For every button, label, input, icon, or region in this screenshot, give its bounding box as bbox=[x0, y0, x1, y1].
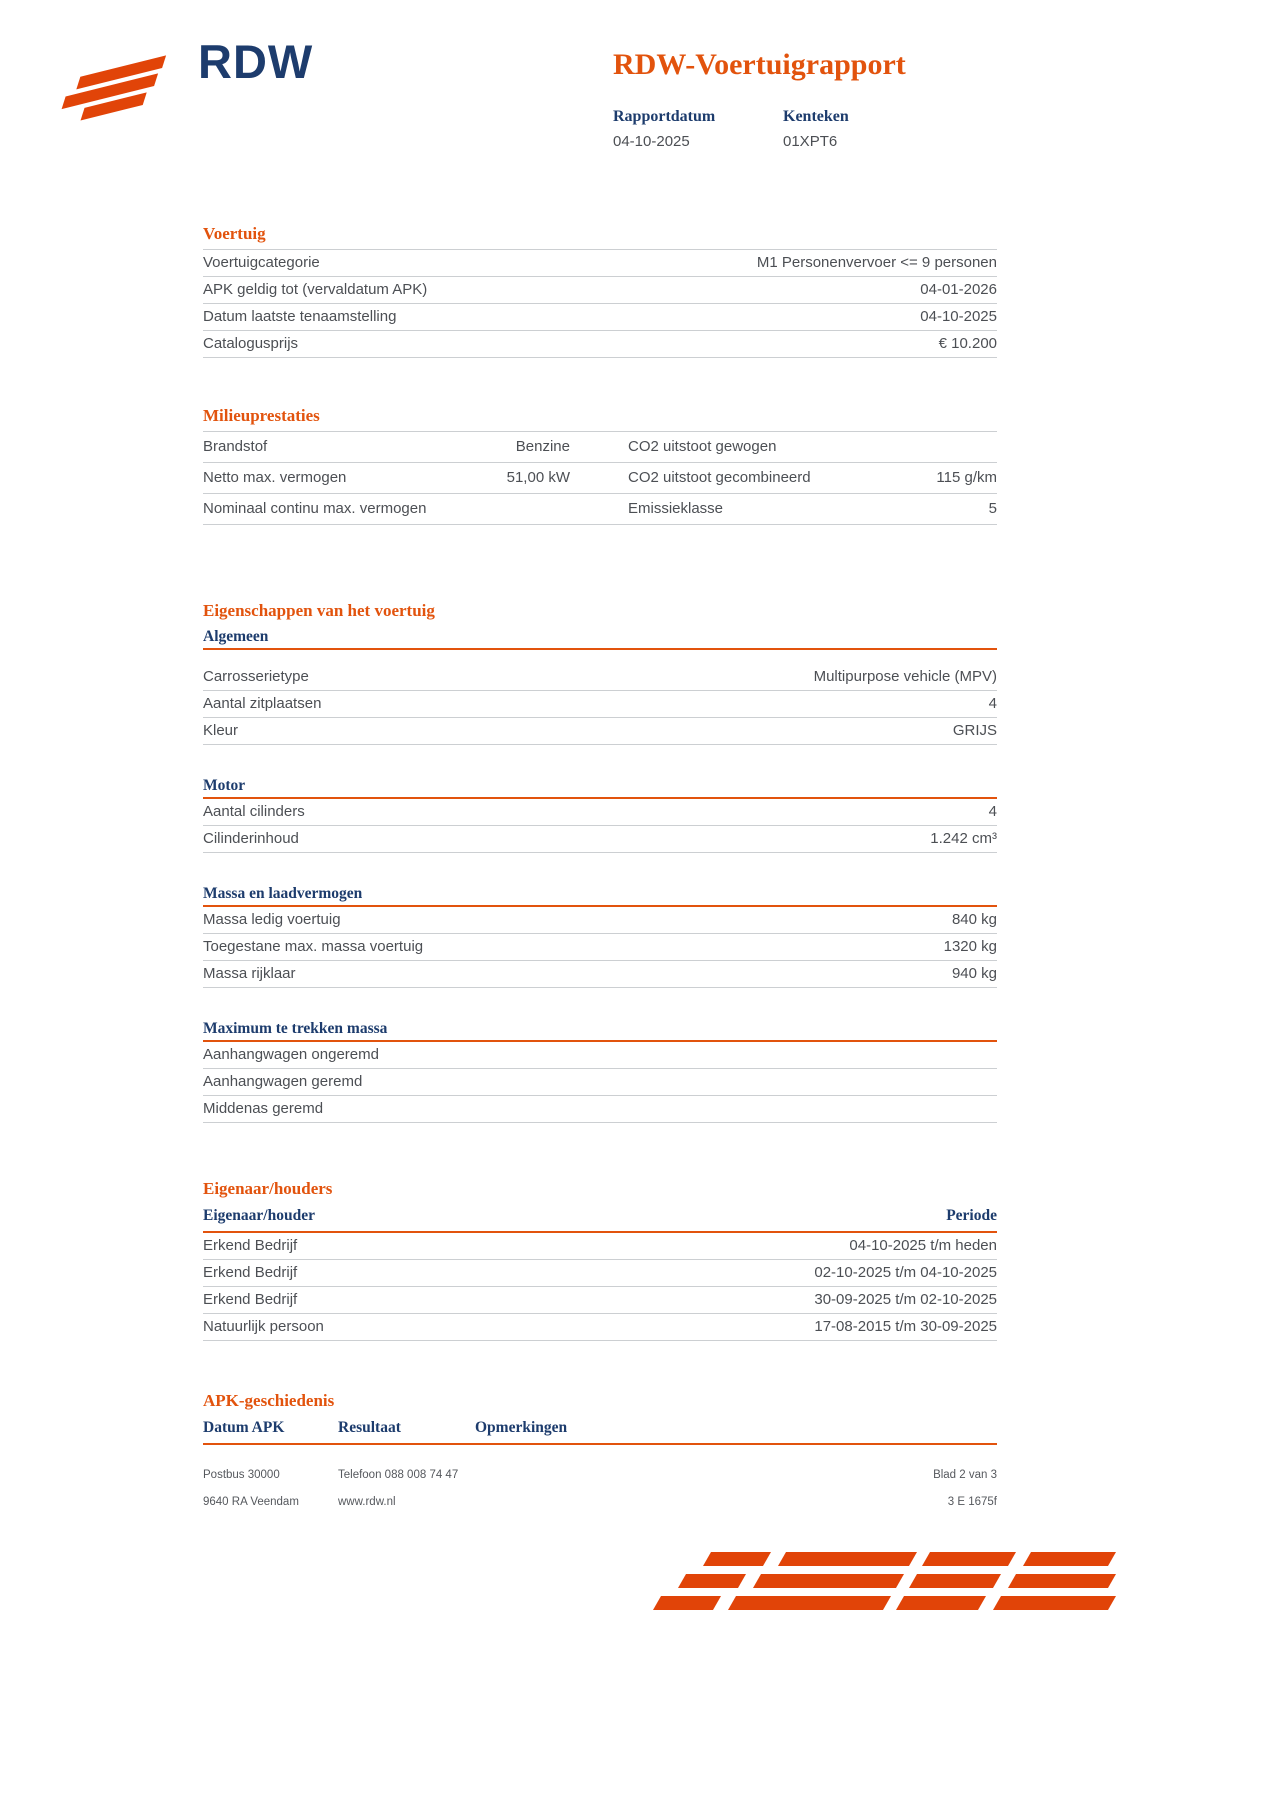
row-value: M1 Personenvervoer <= 9 personen bbox=[756, 254, 997, 271]
title-block bbox=[613, 48, 953, 150]
row-value: 4 bbox=[988, 695, 997, 712]
row-label: Catalogusprijs bbox=[203, 335, 299, 352]
table-row bbox=[203, 718, 997, 745]
footer-address-line1: Postbus 30000 bbox=[203, 1469, 280, 1481]
report-date-label: Rapportdatum bbox=[613, 108, 716, 125]
row-value: 51,00 kW bbox=[506, 469, 570, 486]
row-right-pair bbox=[628, 500, 997, 518]
massa-table bbox=[203, 907, 997, 988]
subsection-title: Algemeen bbox=[203, 629, 997, 650]
table-row bbox=[203, 1096, 997, 1123]
footer-line bbox=[203, 1496, 997, 1508]
table-row bbox=[203, 799, 997, 826]
table-row bbox=[203, 664, 997, 691]
section-heading-apk: APK-geschiedenis bbox=[203, 1391, 335, 1410]
row-right-pair bbox=[628, 469, 997, 487]
row-value: GRIJS bbox=[952, 722, 997, 739]
row-label: Datum laatste tenaamstelling bbox=[203, 308, 397, 325]
section-voertuig bbox=[203, 224, 997, 358]
section-eigenschappen bbox=[203, 601, 997, 1123]
table-row bbox=[203, 934, 997, 961]
row-label: Kleur bbox=[203, 722, 239, 739]
row-label: CO2 uitstoot gewogen bbox=[628, 438, 777, 455]
row-label: Cilinderinhoud bbox=[203, 830, 299, 847]
table-row bbox=[203, 250, 997, 277]
kenteken-label: Kenteken bbox=[783, 108, 849, 125]
row-label: Carrosserietype bbox=[203, 668, 309, 685]
row-label: Massa ledig voertuig bbox=[203, 911, 341, 928]
apk-table-header bbox=[203, 1416, 997, 1445]
footer-line bbox=[203, 1469, 997, 1481]
subsection-title: Maximum te trekken massa bbox=[203, 1021, 997, 1042]
row-label: Middenas geremd bbox=[203, 1100, 324, 1117]
owner-row bbox=[203, 1314, 997, 1341]
table-row bbox=[203, 432, 997, 463]
table-row bbox=[203, 463, 997, 494]
trekken-massa-table bbox=[203, 1042, 997, 1123]
footer-website: www.rdw.nl bbox=[338, 1496, 396, 1508]
row-value: 4 bbox=[988, 803, 997, 820]
subsection-trekken-massa bbox=[203, 1021, 997, 1123]
row-label: APK geldig tot (vervaldatum APK) bbox=[203, 281, 428, 298]
row-left-pair bbox=[203, 500, 570, 518]
kenteken-value: 01XPT6 bbox=[783, 133, 838, 150]
row-value: Benzine bbox=[515, 438, 570, 455]
owner-row bbox=[203, 1233, 997, 1260]
row-value: 1.242 cm³ bbox=[930, 830, 997, 847]
section-apk-geschiedenis bbox=[203, 1391, 997, 1445]
table-row bbox=[203, 1069, 997, 1096]
table-row bbox=[203, 826, 997, 853]
footer-page-number: Blad 2 van 3 bbox=[933, 1469, 997, 1481]
row-value: Multipurpose vehicle (MPV) bbox=[813, 668, 997, 685]
owner-periode: 02-10-2025 t/m 04-10-2025 bbox=[814, 1264, 997, 1281]
owner-periode: 04-10-2025 t/m heden bbox=[849, 1237, 997, 1254]
row-label: Emissieklasse bbox=[628, 500, 724, 517]
table-row bbox=[203, 304, 997, 331]
report-date-value: 04-10-2025 bbox=[613, 133, 690, 150]
table-row bbox=[203, 1042, 997, 1069]
row-label: Toegestane max. massa voertuig bbox=[203, 938, 424, 955]
owners-table bbox=[203, 1233, 997, 1341]
row-right-pair bbox=[628, 438, 997, 456]
report-content bbox=[203, 224, 997, 1508]
row-label: Aantal zitplaatsen bbox=[203, 695, 322, 712]
footer-doc-code: 3 E 1675f bbox=[947, 1496, 997, 1508]
footer-address-line2: 9640 RA Veendam bbox=[203, 1496, 299, 1508]
report-title: RDW-Voertuigrapport bbox=[613, 48, 906, 81]
row-left-pair bbox=[203, 438, 570, 456]
owner-row bbox=[203, 1260, 997, 1287]
owner-periode: 17-08-2015 t/m 30-09-2025 bbox=[814, 1318, 997, 1335]
row-value: 1320 kg bbox=[943, 938, 997, 955]
row-value: 115 g/km bbox=[936, 469, 997, 486]
section-heading-eigenaar: Eigenaar/houders bbox=[203, 1179, 333, 1198]
row-label: Brandstof bbox=[203, 438, 268, 455]
row-label: Massa rijklaar bbox=[203, 965, 296, 982]
row-left-pair bbox=[203, 469, 570, 487]
subsection-algemeen bbox=[203, 629, 997, 745]
row-label: Aantal cilinders bbox=[203, 803, 305, 820]
periode-column-header: Periode bbox=[946, 1207, 997, 1224]
algemeen-table bbox=[203, 664, 997, 745]
row-label: Voertuigcategorie bbox=[203, 254, 320, 271]
row-value: € 10.200 bbox=[938, 335, 997, 352]
row-value: 04-10-2025 bbox=[920, 308, 997, 325]
row-label: Nominaal continu max. vermogen bbox=[203, 500, 427, 517]
report-date-block bbox=[613, 108, 783, 150]
owners-table-header bbox=[203, 1204, 997, 1233]
row-value: 840 kg bbox=[951, 911, 997, 928]
voertuig-table bbox=[203, 249, 997, 358]
subsection-massa bbox=[203, 886, 997, 988]
motor-table bbox=[203, 799, 997, 853]
milieu-table bbox=[203, 431, 997, 525]
rdw-logo-text: RDW bbox=[198, 35, 314, 88]
section-eigenaar-houders bbox=[203, 1179, 997, 1341]
subsection-motor bbox=[203, 778, 997, 853]
row-label: Netto max. vermogen bbox=[203, 469, 347, 486]
kenteken-block bbox=[783, 108, 953, 150]
row-label: Aanhangwagen geremd bbox=[203, 1073, 363, 1090]
table-row bbox=[203, 277, 997, 304]
row-label: Aanhangwagen ongeremd bbox=[203, 1046, 379, 1063]
rdw-stripes-graphic bbox=[648, 1552, 1120, 1612]
table-row bbox=[203, 691, 997, 718]
subsection-title: Massa en laadvermogen bbox=[203, 886, 997, 907]
section-heading-milieuprestaties: Milieuprestaties bbox=[203, 406, 320, 425]
row-label: CO2 uitstoot gecombineerd bbox=[628, 469, 811, 486]
table-row bbox=[203, 961, 997, 988]
owner-name: Erkend Bedrijf bbox=[203, 1237, 298, 1254]
owner-periode: 30-09-2025 t/m 02-10-2025 bbox=[814, 1291, 997, 1308]
owner-column-header: Eigenaar/houder bbox=[203, 1207, 315, 1224]
apk-resultaat-column-header: Resultaat bbox=[338, 1419, 401, 1436]
row-value: 04-01-2026 bbox=[920, 281, 997, 298]
owner-name: Erkend Bedrijf bbox=[203, 1264, 298, 1281]
table-row bbox=[203, 494, 997, 525]
section-heading-eigenschappen: Eigenschappen van het voertuig bbox=[203, 601, 435, 620]
section-heading-voertuig: Voertuig bbox=[203, 224, 266, 243]
owner-name: Natuurlijk persoon bbox=[203, 1318, 324, 1335]
table-row bbox=[203, 331, 997, 358]
page-footer bbox=[203, 1469, 997, 1508]
report-meta bbox=[613, 108, 953, 150]
rdw-logo-swoosh-icon bbox=[50, 52, 180, 144]
owner-row bbox=[203, 1287, 997, 1314]
apk-opmerkingen-column-header: Opmerkingen bbox=[475, 1419, 568, 1436]
section-milieuprestaties bbox=[203, 406, 997, 525]
row-value: 940 kg bbox=[951, 965, 997, 982]
owner-name: Erkend Bedrijf bbox=[203, 1291, 298, 1308]
table-row bbox=[203, 907, 997, 934]
row-value: 5 bbox=[988, 500, 997, 517]
subsection-title: Motor bbox=[203, 778, 997, 799]
footer-phone: Telefoon 088 008 74 47 bbox=[338, 1469, 459, 1481]
apk-datum-column-header: Datum APK bbox=[203, 1419, 285, 1436]
